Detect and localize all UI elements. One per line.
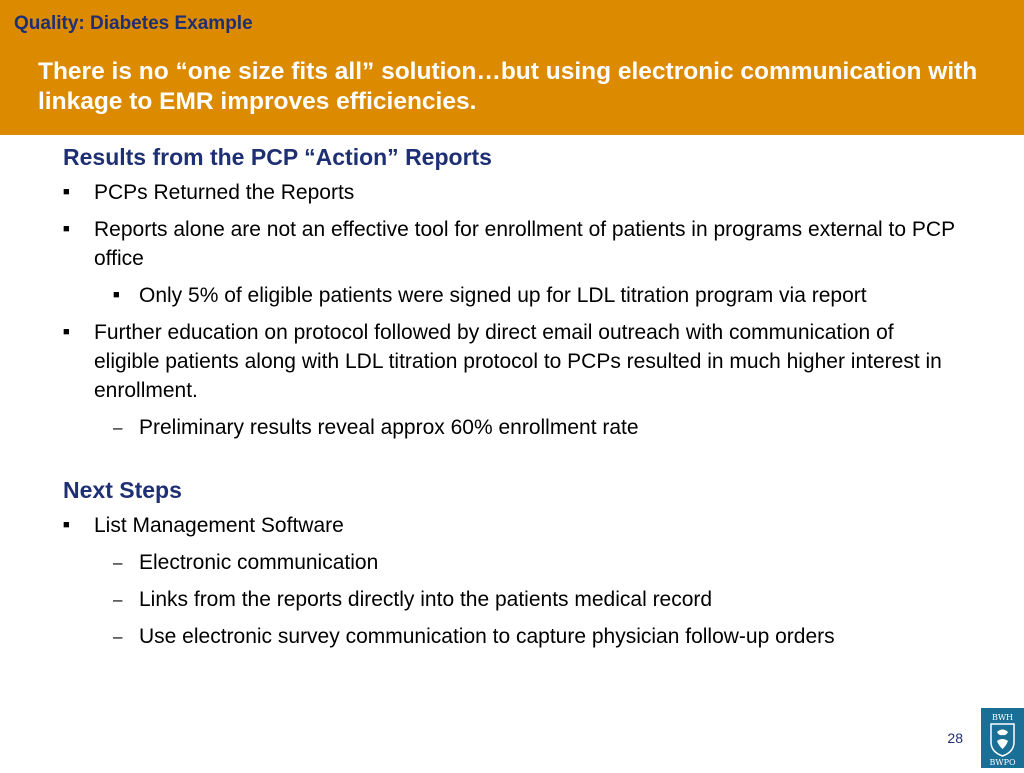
shield-logo-icon (981, 708, 1024, 768)
slide-headline: There is no “one size fits all” solution…but using electronic communication with linkage to EMR improves efficiencies. (38, 58, 978, 115)
list-item (63, 318, 963, 405)
dash-bullet-icon: – (113, 553, 123, 572)
dash-bullet-icon: – (113, 590, 123, 609)
logo-top-text: BWH (991, 713, 1014, 722)
dash-bullet-icon: – (113, 418, 123, 437)
list-item-text: Preliminary results reveal approx 60% enrollment rate (139, 416, 639, 439)
list-item-text: Use electronic survey communication to capture physician follow-up orders (139, 625, 835, 648)
square-bullet-icon: ■ (63, 223, 70, 235)
list-subitem (63, 622, 963, 651)
square-bullet-icon: ■ (63, 519, 70, 531)
dash-bullet-icon: – (113, 627, 123, 646)
slide-content (63, 143, 963, 659)
list-item (63, 178, 963, 207)
list-item-text: PCPs Returned the Reports (94, 181, 355, 204)
list-item-text: Electronic communication (139, 551, 379, 574)
section-label: Quality: Diabetes Example (14, 13, 253, 34)
list-subitem (63, 548, 963, 577)
list-subitem (63, 413, 963, 442)
list-item-text: Reports alone are not an effective tool for enrollment of patients in programs external to PCP office (94, 218, 955, 270)
logo-bottom-text: BWPO (989, 758, 1016, 767)
square-bullet-icon: ■ (63, 326, 70, 338)
list-item-text: Only 5% of eligible patients were signed up for LDL titration program via report (139, 284, 867, 307)
bwh-bwpo-logo (981, 708, 1024, 768)
square-bullet-icon: ■ (113, 289, 120, 301)
list-item-text: List Management Software (94, 514, 344, 537)
list-item-text: Further education on protocol followed by direct email outreach with communication of eligible patients along with LDL titration protocol to PCPs resulted in much higher interest in enrollment. (94, 321, 942, 402)
next-steps-list (63, 511, 963, 651)
list-subitem (63, 585, 963, 614)
list-item-text: Links from the reports directly into the patients medical record (139, 588, 713, 611)
results-list (63, 178, 963, 442)
square-bullet-icon: ■ (63, 186, 70, 198)
list-subitem (63, 281, 963, 310)
results-section-title: Results from the PCP “Action” Reports (63, 144, 492, 170)
next-steps-section-title: Next Steps (63, 477, 182, 503)
header-banner (0, 0, 1024, 135)
list-item (63, 215, 963, 273)
page-number: 28 (947, 730, 963, 746)
list-item (63, 511, 963, 540)
